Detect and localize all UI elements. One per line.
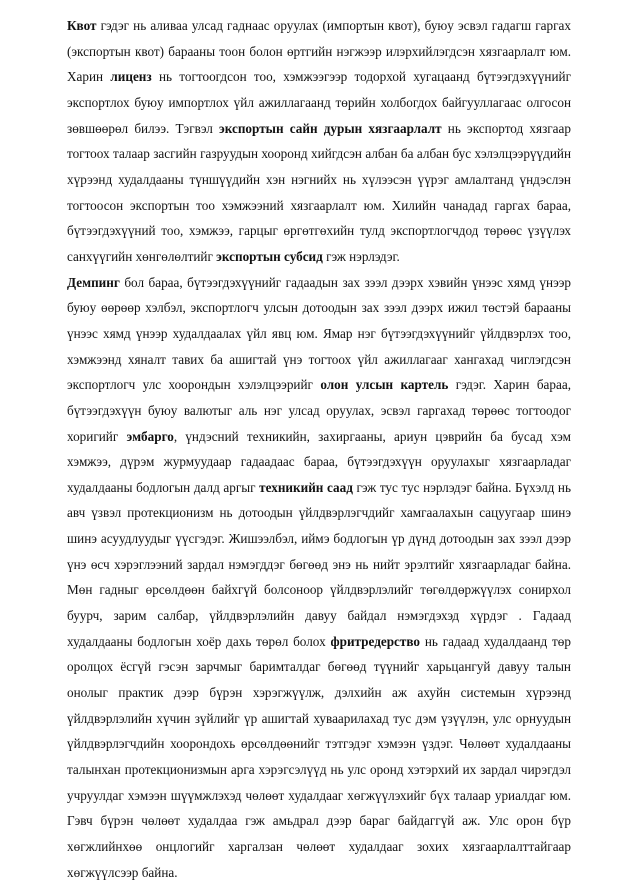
paragraph-text: бол бараа, бүтээгдэхүүнийг гадаадын зах зээл дээрх хэвийн үнээс хямд үнээр буюу өөрөөр хэлбэл, экспортлогч улсын дотоодын зах зээл дээрх ижил төстэй барааны үнээс хямд үнээр худалдаалах үйл явц юм. Ямар нэг бүтээгдэхүүнийг үйлдвэрлэх тоо, хэмжээнд хяналт тавих ба ашигтай үнэ тогтоох үйл ажиллагааг хангахад чиглэгдсэн экспортлогч улс хоорондын хэлэлцээрийг — [67, 274, 571, 393]
document-page — [67, 13, 571, 885]
term-export-subsidy: экспортын субсид — [216, 248, 323, 264]
paragraph-text: гэж тус тус нэрлэдэг байна. Бүхэлд нь авч үзвэл протекционизм нь дотоодын үйлдвэрлэгчдийг хамгаалахын сацуугаар шинэ шинэ асуудлуудыг үүсгэдэг. Жишээлбэл, иймэ бодлогын үр дүнд дотоодын зах зээл дээр үнэ өсч хэрэглээний зардал нэмэгддэг бөгөөд энэ нь нийт эрэлтийг хязгаарладаг байна. Мөн гадныг өрсөлдөөн байхгүй болсоноор үйлдвэрлэлийг төгөлдөржүүлэх сонирхол буурч, зарим салбар, үйлдвэрлэлийн давуу байдал нэмэгдэхэд хүрдэг . Гадаад худалдааны бодлогын хоёр дахь төрөл болох — [67, 479, 571, 649]
paragraph-text: нь гадаад худалдаанд төр оролцох ёсгүй гэсэн зарчмыг баримталдаг бөгөөд түүнийг харьцангуй давуу талын онолыг практик дээр бүрэн хэрэгжүүлж, дэлхийн аж ахуйн системын хүрээнд үйлдвэрлэлийн хүчин зүйлийг үр ашигтай хуваарилахад тус дэм үзүүлэн, улс орнуудын үйлдвэрлэгчдийн хоорондохь өрсөлдөөнийг тэтгэдэг хэмээн үздэг. Чөлөөт худалдааны талынхан протекционизмын арга хэрэгсэлүүд нь улс оронд хэтэрхий их зардал чирэгдэл учруулдаг хэмээн шүүмжлэхэд чөлөөт худалдааг хөгжүүлэхийг бүх талаар уриалдаг юм. Гэвч бүрэн чөлөөт худалдаа гэж амьдрал дээр бараг байдаггүй аж. Улс орон бүр хөгжлийнхөө онцлогийг харгалзан чөлөөт худалдааг зохих хязгаарлалттайгаар хөгжүүлсээр байна. — [67, 633, 571, 880]
term-license: лиценз — [110, 69, 152, 85]
term-technical-barrier: техникийн саад — [259, 479, 353, 495]
paragraph-text: нь тогтоогдсон тоо, хэмжээгээр тодорхой хугацаанд бүтээгдэхүүнийг экспортлох буюу импортлох үйл ажиллагаанд төрийн холбогдох байгууллагаас олгосон зөвшөөрөл билээ. Тэгвэл — [67, 69, 571, 136]
term-free-trade: фритредерство — [330, 633, 421, 649]
term-international-cartel: олон улсын картель — [320, 377, 449, 393]
term-voluntary-export-restraint: экспортын сайн дурын хязгаарлалт — [219, 120, 442, 136]
paragraph-text: гэдэг нь аливаа улсад гаднаас оруулах (импортын квот), буюу эсвэл гадагш гаргах (экспортын квот) барааны тоон болон өртгийн нэгжээр илэрхийлэгдсэн хязгаарлалт юм. Харин — [67, 18, 571, 85]
paragraph-text: гэж нэрлэдэг. — [322, 248, 400, 264]
paragraph-dumping — [67, 270, 571, 885]
paragraph-text: нь экспортод хязгаар тогтоох талаар засгийн газруудын хооронд хийгдсэн албан ба албан бус хэлэлцээрүүдийн хүрээнд худалдааны түншүүдийн хэн нэгнийх нь хүлээсэн үүрэг амлалтанд үндэслэн тогтоосон экспортын тоо хэмжээний хязгаарлалт юм. Хилийн чанадад гаргах бараа, бүтээгдэхүүний тоо, хэмжээ, гарцыг өргөтгөхийн тулд экспортлогчдод төрөөс үзүүлэх санхүүгийн хөнгөлөлтийг — [67, 120, 571, 264]
paragraph-text: , үндэсний техникийн, захиргааны, ариун цэврийн ба бусад хэм хэмжээ, дүрэм журмуудаар гадаадаас бараа, бүтээгдэхүүн оруулахыг хязгаарладаг худалдааны бодлогын далд аргыг — [67, 428, 571, 495]
term-embargo: эмбарго — [126, 428, 174, 444]
paragraph-text: гэдэг. Харин бараа, бүтээгдэхүүн буюу валютыг аль нэг улсад оруулах, эсвэл гаргахад төрөөс тогтоодог хоригийг — [67, 377, 571, 444]
term-quota: Квот — [67, 18, 97, 33]
paragraph-quota — [67, 13, 571, 270]
term-dumping: Демпинг — [67, 274, 120, 290]
